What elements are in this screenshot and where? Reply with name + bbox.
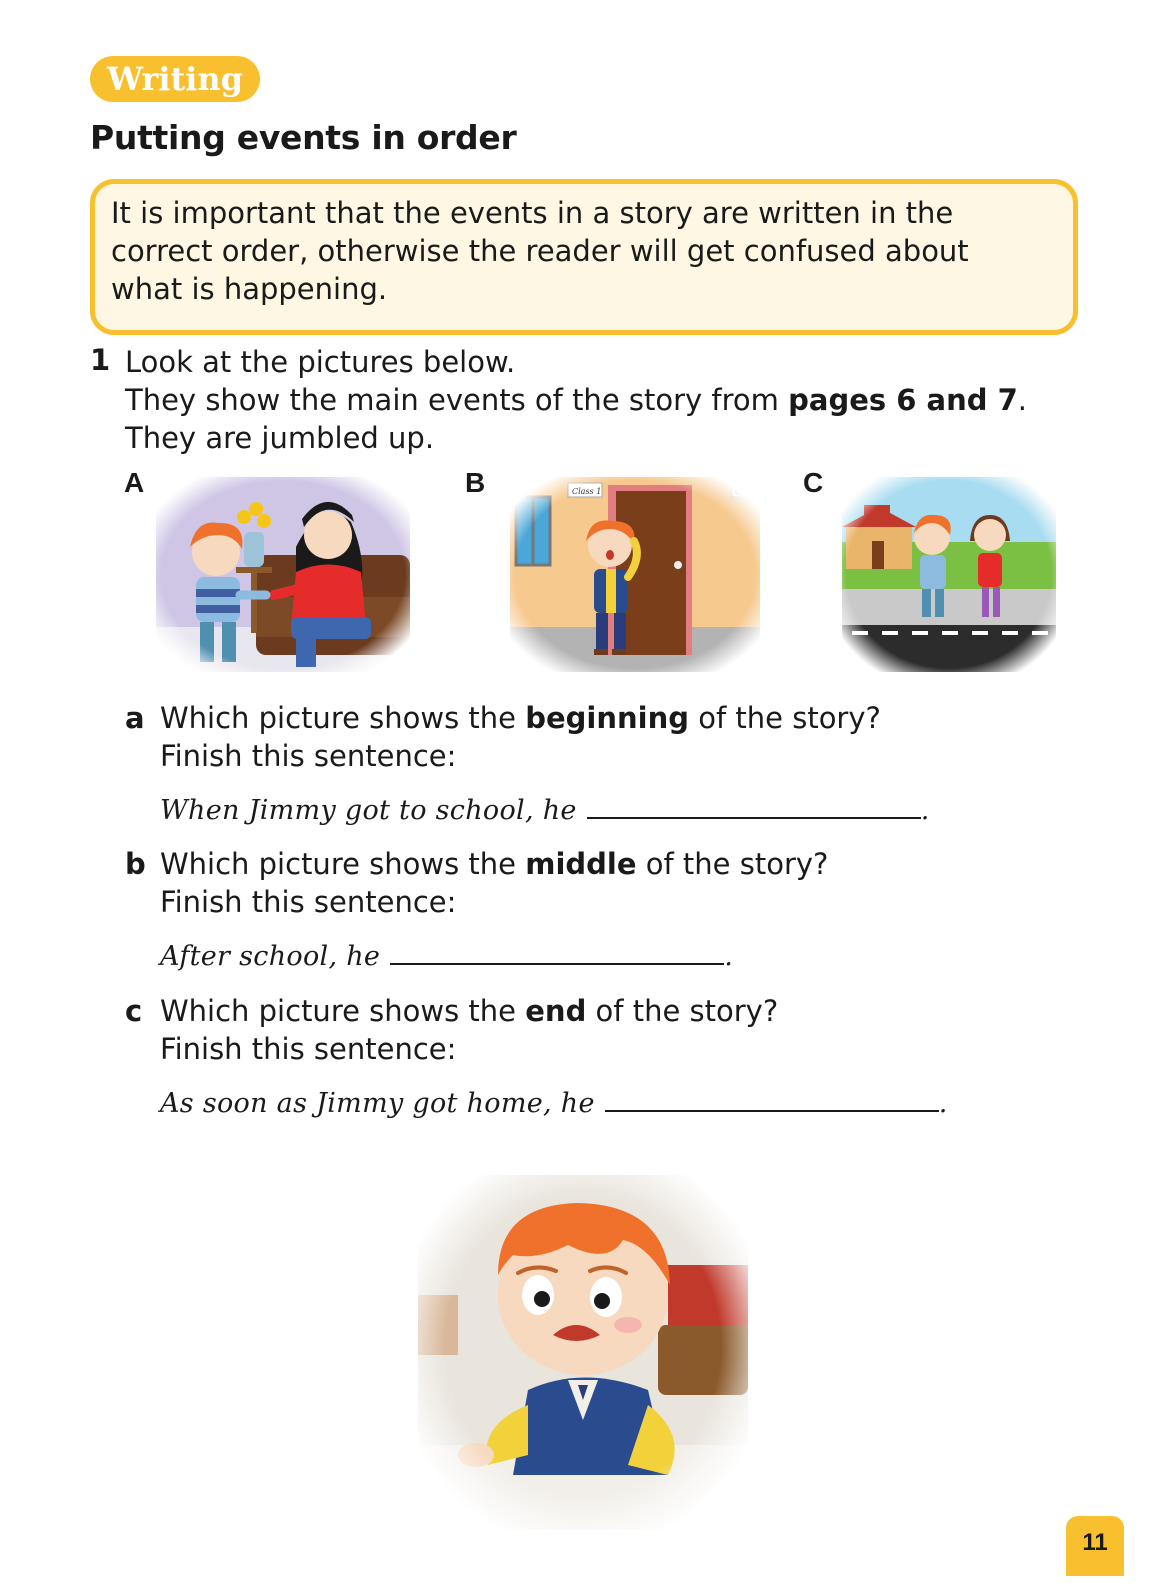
info-line: correct order, otherwise the reader will get confused about (111, 234, 969, 268)
question-number: 1 (90, 343, 111, 377)
picture-b-boy-at-classroom (510, 477, 760, 672)
answer-blank-a[interactable] (587, 793, 921, 819)
subquestion-text: Which picture shows the middle of the story? (160, 847, 829, 881)
worried-boy-illustration (418, 1175, 748, 1530)
question-text (125, 343, 1027, 457)
subquestion-letter: b (125, 847, 146, 881)
sentence-a: When Jimmy got to school, he . (160, 795, 930, 826)
subquestion-letter: c (125, 994, 143, 1028)
info-line: what is happening. (111, 272, 388, 306)
subquestion-instruction: Finish this sentence: (160, 1032, 457, 1066)
subquestion-letter: a (125, 701, 145, 735)
subquestion-text: Which picture shows the beginning of the story? (160, 701, 881, 735)
sentence-stem: After school, he (160, 941, 381, 972)
info-box (90, 179, 1078, 335)
question-line: They are jumbled up. (125, 421, 435, 455)
emphasis: end (525, 994, 587, 1028)
emphasis: middle (525, 847, 637, 881)
sentence-stem: When Jimmy got to school, he (160, 795, 577, 826)
sentence-stem: As soon as Jimmy got home, he (160, 1088, 595, 1119)
picture-label-c: C (803, 467, 824, 498)
question-line: Look at the pictures below. (125, 345, 516, 379)
subquestion-instruction: Finish this sentence: (160, 885, 457, 919)
picture-label-a: A (124, 467, 145, 498)
page-number: 11 (1066, 1516, 1124, 1576)
answer-blank-b[interactable] (390, 939, 724, 965)
picture-c-boy-and-girl-outside (842, 477, 1056, 672)
subquestion-text: Which picture shows the end of the story? (160, 994, 779, 1028)
question-line: They show the main events of the story from pages 6 and 7. (125, 383, 1027, 417)
subquestion-instruction: Finish this sentence: (160, 739, 457, 773)
sentence-b: After school, he . (160, 941, 734, 972)
emphasis: beginning (525, 701, 690, 735)
picture-a-boy-and-mother (156, 477, 410, 672)
picture-label-b: B (465, 467, 486, 498)
subquestion-b (125, 845, 829, 921)
page-title: Putting events in order (90, 118, 517, 157)
subquestion-a (125, 699, 881, 775)
answer-blank-c[interactable] (605, 1086, 939, 1112)
section-label: Writing (90, 56, 260, 102)
emphasis: pages 6 and 7 (788, 383, 1018, 417)
subquestion-c (125, 992, 779, 1068)
info-line: It is important that the events in a story are written in the (111, 196, 954, 230)
sentence-c: As soon as Jimmy got home, he . (160, 1088, 948, 1119)
